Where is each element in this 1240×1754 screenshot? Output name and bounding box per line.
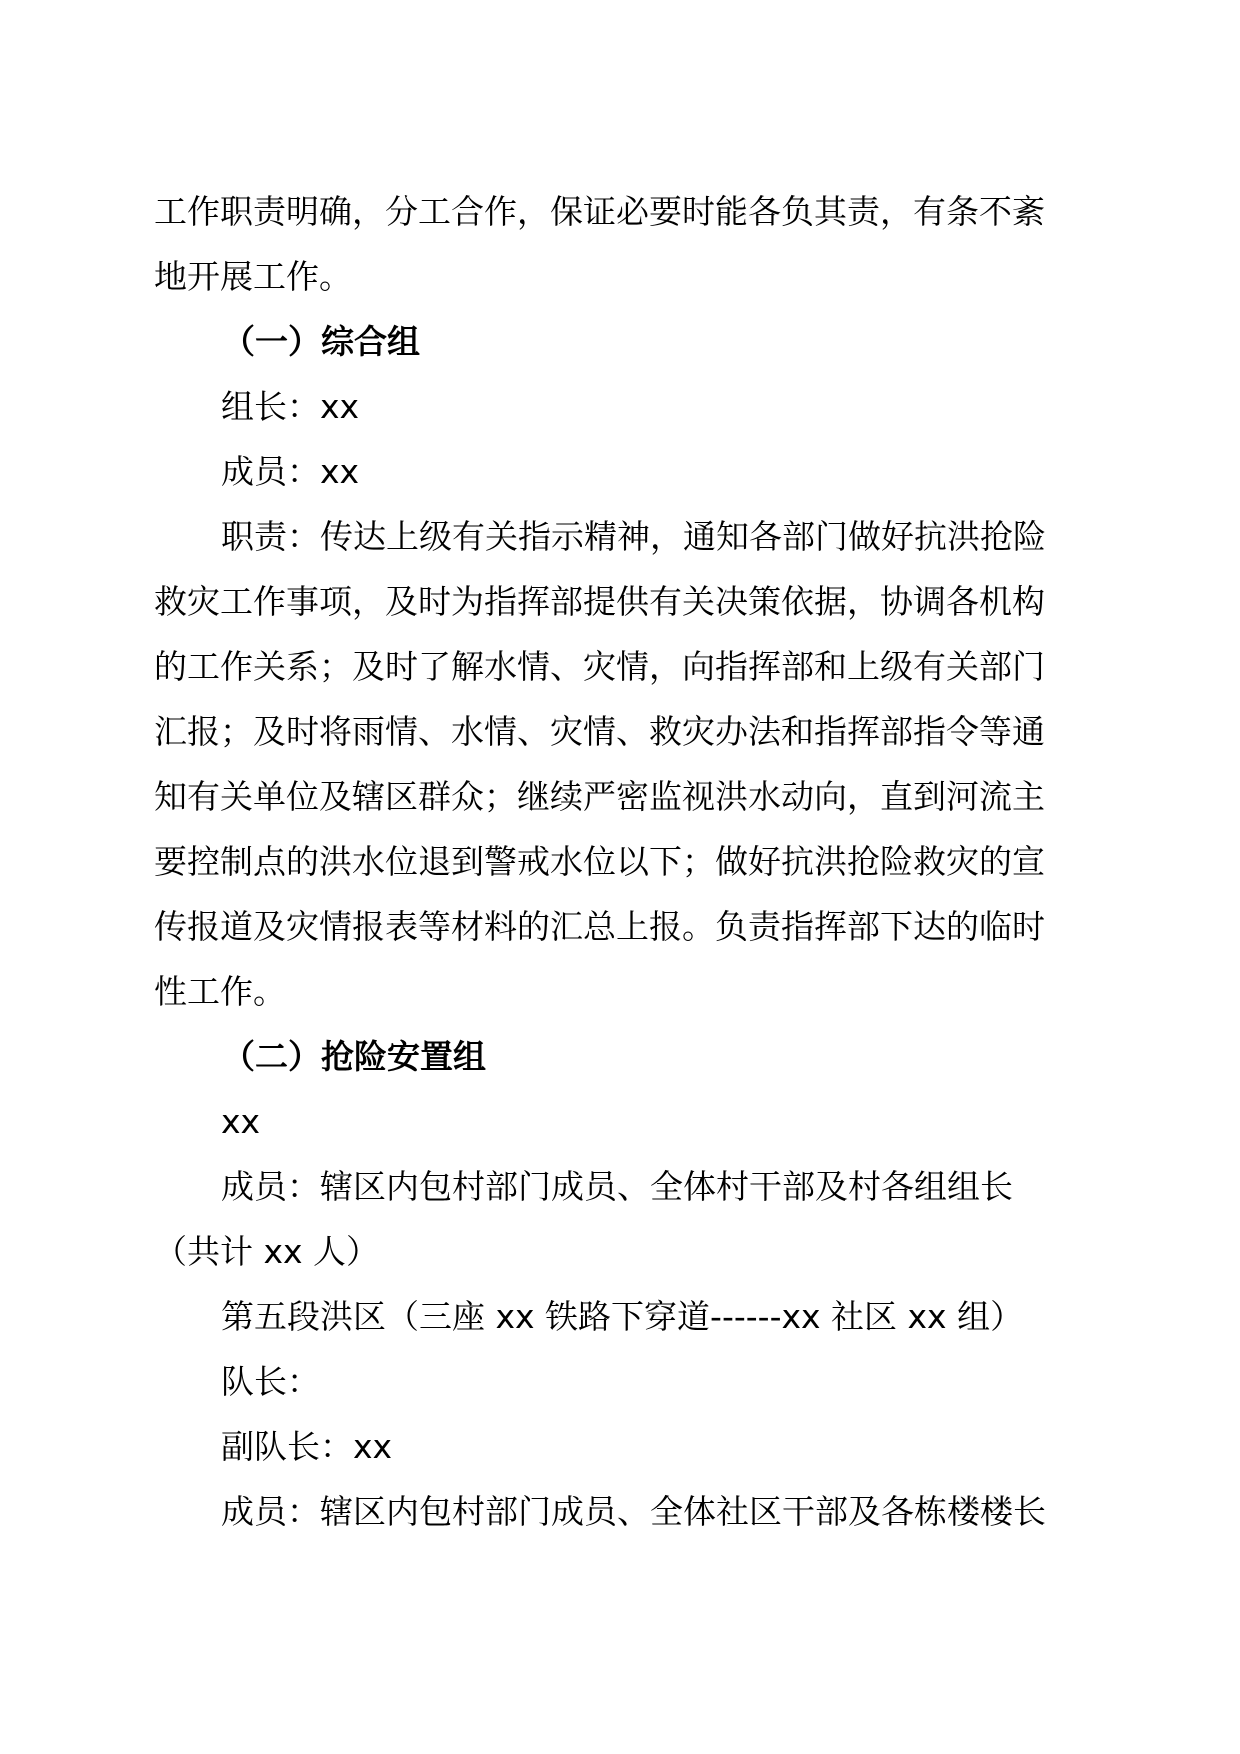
vice-captain-line: 副队长：xx (221, 1427, 393, 1466)
members-line: 成员：xx (221, 452, 360, 491)
member-count-line: （共计 xx 人） (154, 1232, 380, 1271)
paragraph-line: 汇报；及时将雨情、水情、灾情、救灾办法和指挥部指令等通 (154, 712, 1045, 751)
paragraph-line: 性工作。 (154, 972, 286, 1011)
leader-placeholder-line: xx (221, 1102, 261, 1141)
paragraph-line: 工作职责明确，分工合作，保证必要时能各负其责，有条不紊 (154, 192, 1045, 231)
paragraph-line: 知有关单位及辖区群众；继续严密监视洪水动向，直到河流主 (154, 777, 1045, 816)
captain-line: 队长： (221, 1362, 320, 1401)
paragraph-line: 的工作关系；及时了解水情、灾情，向指挥部和上级有关部门 (154, 647, 1045, 686)
paragraph-line: 要控制点的洪水位退到警戒水位以下；做好抗洪抢险救灾的宣 (154, 842, 1045, 881)
paragraph-line: 传报道及灾情报表等材料的汇总上报。负责指挥部下达的临时 (154, 907, 1045, 946)
section-heading-general: （一）综合组 (222, 322, 420, 361)
team-leader-line: 组长：xx (221, 387, 360, 426)
members-line: 成员：辖区内包村部门成员、全体社区干部及各栋楼楼长 (221, 1492, 1046, 1531)
paragraph-line: 救灾工作事项，及时为指挥部提供有关决策依据，协调各机构 (154, 582, 1045, 621)
flood-section-line: 第五段洪区（三座 xx 铁路下穿道------xx 社区 xx 组） (221, 1297, 1024, 1336)
section-heading-rescue: （二）抢险安置组 (222, 1037, 486, 1076)
paragraph-line: 地开展工作。 (154, 257, 352, 296)
members-line: 成员：辖区内包村部门成员、全体村干部及村各组组长 (221, 1167, 1013, 1206)
duties-line: 职责：传达上级有关指示精神，通知各部门做好抗洪抢险 (221, 517, 1046, 556)
